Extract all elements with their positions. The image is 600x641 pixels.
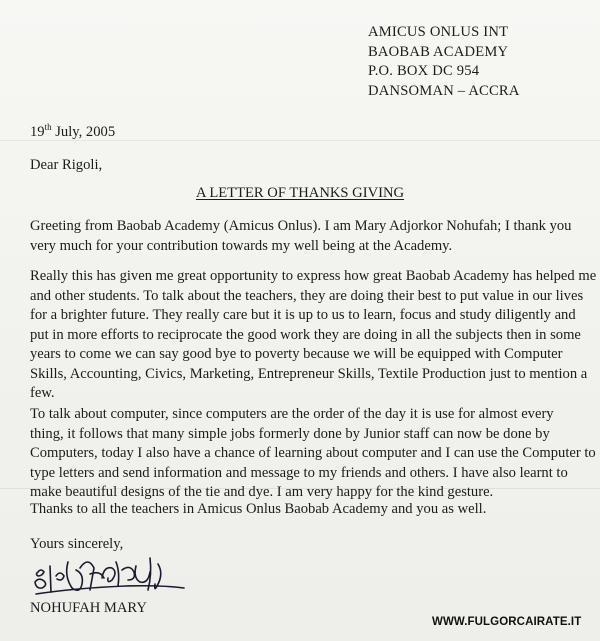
paragraph-computers <box>30 405 600 503</box>
paragraph-line: put in more efforts to reciprocate the good work they are doing in all the subjects then in some <box>30 326 581 343</box>
paragraph-line: years to come we can say good bye to poverty because we will be equipped with Computer <box>30 346 563 362</box>
date-suffix: th <box>44 122 52 132</box>
address-line: BAOBAB ACADEMY <box>368 43 509 60</box>
paragraph-line: few. <box>30 385 55 401</box>
address-line: DANSOMAN – ACCRA <box>368 82 520 99</box>
paragraph-line: Greeting from Baobab Academy (Amicus Onlus). I am Mary Adjorkor Nohufah; I thank you <box>30 218 572 234</box>
salutation: Dear Rigoli, <box>30 157 103 173</box>
date-rest: July, 2005 <box>51 124 116 140</box>
closing: Yours sincerely, <box>30 536 124 552</box>
paragraph-line: for a brighter future. They really care but it is up to us to learn, focus and study diligently and <box>30 307 576 323</box>
paragraph-academy <box>30 267 600 404</box>
paragraph-line: Skills, Accounting, Civics, Marketing, Entrepreneur Skills, Textile Production just to mention a <box>30 365 588 382</box>
address-line: AMICUS ONLUS INT <box>368 24 509 40</box>
website-watermark: WWW.FULGORCAIRATE.IT <box>432 616 582 628</box>
paragraph-line: Thanks to all the teachers in Amicus Onlus Baobab Academy and you as well. <box>30 501 487 517</box>
paragraph-line: To talk about computer, since computers are the order of the day it is use for almost every <box>30 406 554 422</box>
handwritten-signature <box>30 552 190 598</box>
paragraph-thanks <box>30 500 600 520</box>
letter-subject: A LETTER OF THANKS GIVING <box>195 185 405 201</box>
paragraph-line: type letters and send information and message to my friends and others. I have also learnt to <box>30 464 568 481</box>
paragraph-line: make beautiful designs of the tie and dye. I am very happy for the kind gesture. <box>30 484 494 500</box>
paragraph-line: very much for your contribution towards my well being at the Academy. <box>30 237 453 254</box>
paragraph-greeting <box>30 217 600 256</box>
address-line: P.O. BOX DC 954 <box>368 63 480 79</box>
date-day: 19 <box>30 124 45 140</box>
letter-date <box>30 124 115 141</box>
paragraph-line: Computers, today I also have a chance of learning about computer and I can use the Computer to <box>30 445 596 461</box>
sender-address <box>368 23 520 101</box>
paragraph-line: and other students. To talk about the teachers, they are doing their best to put value in our lives <box>30 287 584 304</box>
paragraph-line: thing, it follows that many simple jobs formerly done by Junior staff can now be done by <box>30 425 550 442</box>
paragraph-line: Really this has given me great opportunity to express how great Baobab Academy has helped me <box>30 268 597 284</box>
signature-name: NOHUFAH MARY <box>30 600 147 616</box>
